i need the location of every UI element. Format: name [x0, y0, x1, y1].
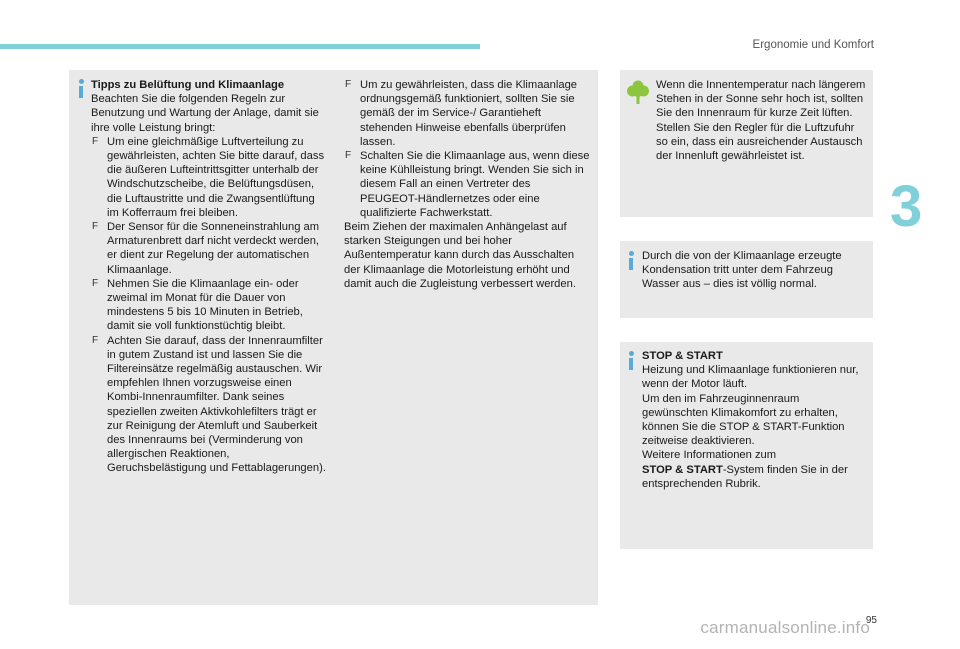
tips-column-right — [344, 78, 590, 291]
watermark: carmanualsonline.info — [700, 618, 870, 637]
stop-start-title: STOP & START — [642, 350, 723, 362]
eco-tip-text: Wenn die Innentemperatur nach längerem Stehen in der Sonne sehr hoch ist, sollten Sie den Innenraum für kurze Zeit lüften. Stellen Sie den Regler für die Luftzufuhr so ein, dass ein ausreichender Austausch der Innenluft gewährleistet ist. — [656, 79, 866, 163]
info-icon — [628, 351, 634, 370]
tree-icon — [627, 80, 649, 104]
list-item: F Nehmen Sie die Klimaanlage ein- oder zweimal im Monat für die Dauer von mindestens 5 bis 10 Minuten in Betrieb, damit sie voll funktionstüchtig bleibt. — [92, 277, 303, 333]
list-item: F Achten Sie darauf, dass der Innenraumfilter in gutem Zustand ist und lassen Sie die Filtereinsätze regelmäßig austauschen. Wir empfehlen Ihnen vorzugsweise einen Kombi-Innenraumfilter. Dank seines speziellen zweiten Aktivkohlefilters trägt er zur Reinigung der Atemluft und Sauberkeit des Innenraums bei (Verminderung von allergischen Reaktionen, Geruchsbelästigung und Fettablagerungen). — [92, 334, 326, 475]
bullet-marker: F — [345, 150, 352, 162]
bullet-marker: F — [92, 334, 99, 346]
tips-closing: Beim Ziehen der maximalen Anhängelast auf starken Steigungen und bei hoher Außentemperatur kann durch das Ausschalten der Klimaanlage die Motorleistung erhöht und damit auch die Zugleistung verbessert werden. — [344, 221, 576, 290]
stop-start-note-text: STOP & START Heizung und Klimaanlage funktionieren nur, wenn der Motor läuft. Um den im Fahrzeuginnenraum gewünschten Klimakomfort zu erhalten, können Sie die STOP & START-Funktion zeitweise deaktivieren. Weitere Informationen zum STOP & START-System finden Sie in der entsprechenden Rubrik. — [642, 349, 868, 491]
section-title: Ergonomie und Komfort — [752, 39, 874, 51]
bullet-marker: F — [345, 79, 352, 90]
bullet-marker: F — [92, 135, 99, 147]
chapter-number: 3 — [890, 174, 923, 239]
tips-title: Tipps zu Belüftung und Klimaanlage — [91, 79, 285, 91]
list-item: F Um zu gewährleisten, dass die Klimaanlage ordnungsgemäß funktioniert, sollten Sie sie gemäß der im Service-/ Garantieheft stehenden Hinweise ebenfalls überprüfen lassen. — [345, 79, 578, 148]
info-icon — [628, 251, 634, 270]
info-icon — [78, 79, 84, 98]
tips-column-left — [91, 78, 327, 476]
page-number: 95 — [865, 615, 877, 626]
condensation-note-text: Durch die von der Klimaanlage erzeugte Kondensation tritt unter dem Fahrzeug Wasser aus – dies ist völlig normal. — [642, 250, 842, 291]
bullet-marker: F — [92, 277, 99, 289]
list-item: F Um eine gleichmäßige Luftverteilung zu gewährleisten, achten Sie bitte darauf, dass die äußeren Lufteintrittsgitter unterhalb der Windschutzscheibe, die Belüftungsdüsen, die Luftaustritte und die Zwangsentlüftung im Kofferraum frei bleiben. — [92, 135, 325, 219]
list-item: F Der Sensor für die Sonneneinstrahlung am Armaturenbrett darf nicht verdeckt werden, er dient zur Regelung der automatischen Klimaanlage. — [92, 221, 320, 276]
tips-intro: Beachten Sie die folgenden Regeln zur Benutzung und Wartung der Anlage, damit sie ihre volle Leistung bringt: — [91, 93, 319, 134]
header-accent-bar — [0, 44, 480, 49]
stop-start-term: STOP & START — [642, 463, 723, 476]
bullet-marker: F — [92, 221, 99, 233]
list-item: F Schalten Sie die Klimaanlage aus, wenn diese keine Kühlleistung bringt. Wenden Sie sich in diesem Fall an einen Vertreter des PEUGEOT-Händlernetzes oder eine qualifizierte Fachwerkstatt. — [345, 150, 590, 219]
